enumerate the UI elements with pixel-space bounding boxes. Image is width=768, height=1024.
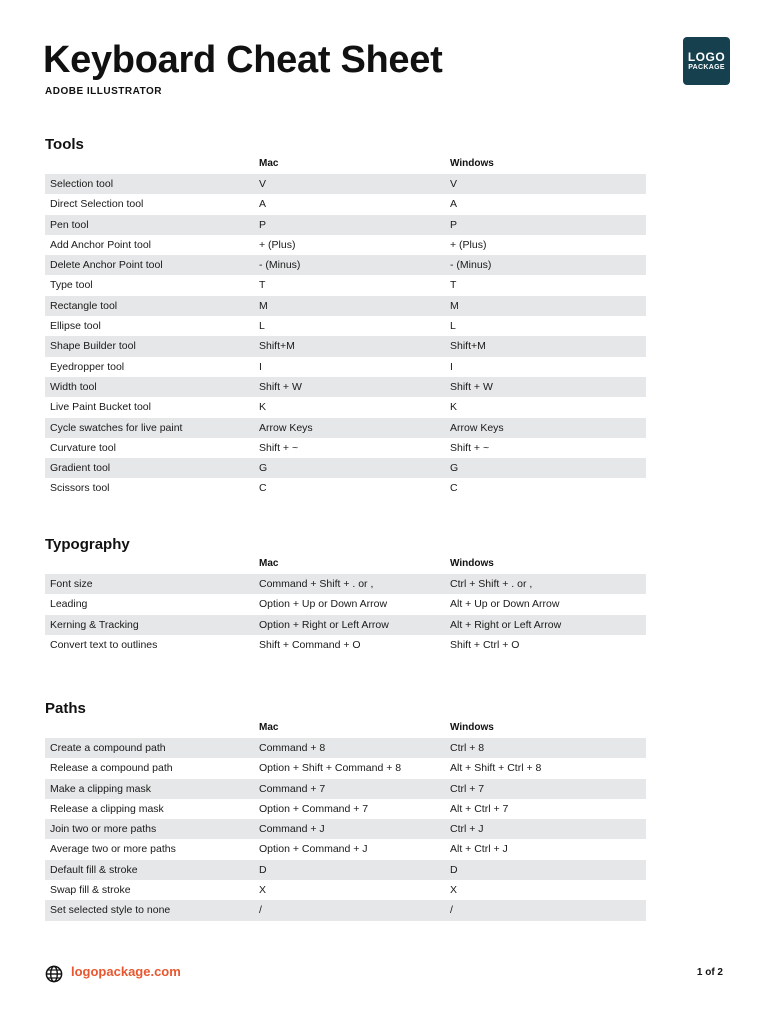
table-row: [45, 799, 646, 819]
mac-shortcut-cell: P: [259, 218, 267, 231]
action-cell: Leading: [50, 598, 88, 611]
mac-shortcut-cell: V: [259, 178, 267, 190]
mac-shortcut-cell: Shift + Command + O: [259, 638, 361, 651]
page-indicator: 1 of 2: [696, 967, 723, 978]
action-cell: Delete Anchor Point tool: [50, 259, 163, 272]
action-cell: Make a clipping mask: [50, 782, 151, 795]
windows-shortcut-cell: Alt + Ctrl + 7: [450, 802, 509, 815]
action-cell: Ellipse tool: [50, 320, 101, 333]
action-cell: Join two or more paths: [50, 823, 157, 836]
column-header-windows: Windows: [450, 558, 494, 569]
windows-shortcut-cell: Arrow Keys: [450, 421, 504, 434]
table-row: [45, 738, 646, 758]
mac-shortcut-cell: Option + Command + 7: [259, 802, 369, 815]
action-cell: Cycle swatches for live paint: [50, 421, 183, 434]
action-cell: Release a compound path: [50, 762, 173, 775]
mac-shortcut-cell: /: [259, 904, 262, 917]
section-title: Typography: [45, 536, 130, 553]
windows-shortcut-cell: + (Plus): [450, 238, 487, 251]
mac-shortcut-cell: Option + Shift + Command + 8: [259, 762, 402, 775]
action-cell: Selection tool: [50, 178, 114, 190]
mac-shortcut-cell: Option + Command + J: [259, 843, 368, 856]
windows-shortcut-cell: T: [450, 279, 457, 292]
table-row: [45, 458, 646, 478]
table-row: [45, 336, 646, 356]
column-header-mac: Mac: [259, 158, 279, 169]
logo-badge: [683, 37, 730, 85]
windows-shortcut-cell: Ctrl + Shift + . or ,: [450, 578, 533, 590]
windows-shortcut-cell: G: [450, 462, 459, 475]
table-row: [45, 357, 646, 377]
table-row: [45, 397, 646, 417]
action-cell: Width tool: [50, 380, 97, 393]
windows-shortcut-cell: Shift+M: [450, 340, 486, 353]
table-header: [45, 554, 646, 574]
column-header-action: [45, 718, 255, 738]
windows-shortcut-cell: P: [450, 218, 458, 231]
windows-shortcut-cell: Ctrl + J: [450, 823, 484, 836]
action-cell: Create a compound path: [50, 742, 166, 754]
website-link[interactable]: logopackage.com: [71, 964, 181, 979]
table-row: [45, 615, 646, 635]
windows-shortcut-cell: Shift + ~: [450, 441, 490, 454]
action-cell: Gradient tool: [50, 462, 111, 475]
windows-shortcut-cell: D: [450, 863, 458, 876]
mac-shortcut-cell: A: [259, 198, 267, 211]
mac-shortcut-cell: Shift+M: [259, 340, 295, 353]
action-cell: Swap fill & stroke: [50, 884, 131, 897]
mac-shortcut-cell: + (Plus): [259, 238, 296, 251]
table-row: [45, 880, 646, 900]
windows-shortcut-cell: M: [450, 299, 459, 312]
windows-shortcut-cell: K: [450, 401, 458, 414]
table-row: [45, 275, 646, 295]
action-cell: Scissors tool: [50, 482, 110, 495]
table-row: [45, 819, 646, 839]
action-cell: Curvature tool: [50, 441, 116, 454]
table-row: [45, 296, 646, 316]
mac-shortcut-cell: K: [259, 401, 267, 414]
action-cell: Eyedropper tool: [50, 360, 125, 373]
table-row: [45, 316, 646, 336]
mac-shortcut-cell: Arrow Keys: [259, 421, 313, 434]
windows-shortcut-cell: V: [450, 178, 458, 190]
action-cell: Set selected style to none: [50, 904, 171, 917]
table-row: [45, 377, 646, 397]
mac-shortcut-cell: X: [259, 884, 267, 897]
table-header: [45, 718, 646, 738]
table-row: [45, 215, 646, 235]
windows-shortcut-cell: Shift + Ctrl + O: [450, 638, 520, 651]
action-cell: Kerning & Tracking: [50, 618, 139, 631]
column-header-mac: Mac: [259, 722, 279, 733]
column-header-windows: Windows: [450, 158, 494, 169]
mac-shortcut-cell: L: [259, 320, 265, 333]
windows-shortcut-cell: L: [450, 320, 456, 333]
action-cell: Release a clipping mask: [50, 802, 164, 815]
mac-shortcut-cell: C: [259, 482, 267, 495]
mac-shortcut-cell: I: [259, 360, 262, 373]
table-row: [45, 839, 646, 859]
table-row: [45, 418, 646, 438]
page-subtitle: ADOBE ILLUSTRATOR: [45, 86, 163, 97]
windows-shortcut-cell: A: [450, 198, 458, 211]
action-cell: Rectangle tool: [50, 299, 118, 312]
column-header-action: [45, 554, 255, 574]
section-title: Paths: [45, 700, 86, 717]
table-row: [45, 194, 646, 214]
windows-shortcut-cell: Shift + W: [450, 380, 493, 393]
mac-shortcut-cell: Command + 7: [259, 782, 326, 795]
column-header-mac: Mac: [259, 558, 279, 569]
action-cell: Convert text to outlines: [50, 638, 158, 651]
column-header-windows: Windows: [450, 722, 494, 733]
page-title: Keyboard Cheat Sheet: [43, 39, 443, 81]
section-paths: [45, 700, 646, 921]
table-row: [45, 235, 646, 255]
table-row: [45, 478, 646, 498]
mac-shortcut-cell: G: [259, 462, 268, 475]
column-header-action: [45, 154, 255, 174]
mac-shortcut-cell: Shift + ~: [259, 441, 299, 454]
logo-line-1: LOGO: [687, 49, 726, 64]
windows-shortcut-cell: Alt + Ctrl + J: [450, 843, 508, 856]
table-row: [45, 860, 646, 880]
action-cell: Font size: [50, 578, 93, 590]
table-row: [45, 438, 646, 458]
windows-shortcut-cell: I: [450, 360, 453, 373]
mac-shortcut-cell: Option + Up or Down Arrow: [259, 598, 388, 611]
mac-shortcut-cell: D: [259, 863, 267, 876]
table-row: [45, 174, 646, 194]
table-header: [45, 154, 646, 174]
mac-shortcut-cell: M: [259, 299, 268, 312]
section-typography: [45, 536, 646, 655]
action-cell: Shape Builder tool: [50, 340, 136, 353]
mac-shortcut-cell: T: [259, 279, 266, 292]
windows-shortcut-cell: Alt + Right or Left Arrow: [450, 618, 562, 631]
mac-shortcut-cell: Command + Shift + . or ,: [259, 578, 374, 590]
table-row: [45, 635, 646, 655]
mac-shortcut-cell: Shift + W: [259, 380, 302, 393]
windows-shortcut-cell: C: [450, 482, 458, 495]
table-row: [45, 779, 646, 799]
windows-shortcut-cell: Ctrl + 7: [450, 782, 485, 795]
section-tools: [45, 136, 646, 499]
table-row: [45, 255, 646, 275]
action-cell: Pen tool: [50, 218, 89, 231]
section-title: Tools: [45, 136, 84, 153]
action-cell: Direct Selection tool: [50, 198, 144, 211]
windows-shortcut-cell: Alt + Shift + Ctrl + 8: [450, 762, 542, 775]
mac-shortcut-cell: Option + Right or Left Arrow: [259, 618, 389, 631]
table-row: [45, 758, 646, 778]
table-row: [45, 594, 646, 614]
logo-line-2: PACKAGE: [688, 63, 725, 71]
action-cell: Average two or more paths: [50, 843, 176, 856]
table-row: [45, 900, 646, 920]
windows-shortcut-cell: /: [450, 904, 453, 917]
action-cell: Live Paint Bucket tool: [50, 401, 151, 414]
mac-shortcut-cell: - (Minus): [259, 259, 301, 272]
action-cell: Type tool: [50, 279, 93, 292]
windows-shortcut-cell: Ctrl + 8: [450, 742, 485, 754]
action-cell: Add Anchor Point tool: [50, 238, 151, 251]
windows-shortcut-cell: - (Minus): [450, 259, 492, 272]
globe-icon: [45, 965, 63, 983]
mac-shortcut-cell: Command + 8: [259, 742, 326, 754]
windows-shortcut-cell: Alt + Up or Down Arrow: [450, 598, 560, 611]
table-row: [45, 574, 646, 594]
windows-shortcut-cell: X: [450, 884, 458, 897]
mac-shortcut-cell: Command + J: [259, 823, 325, 836]
action-cell: Default fill & stroke: [50, 863, 138, 876]
